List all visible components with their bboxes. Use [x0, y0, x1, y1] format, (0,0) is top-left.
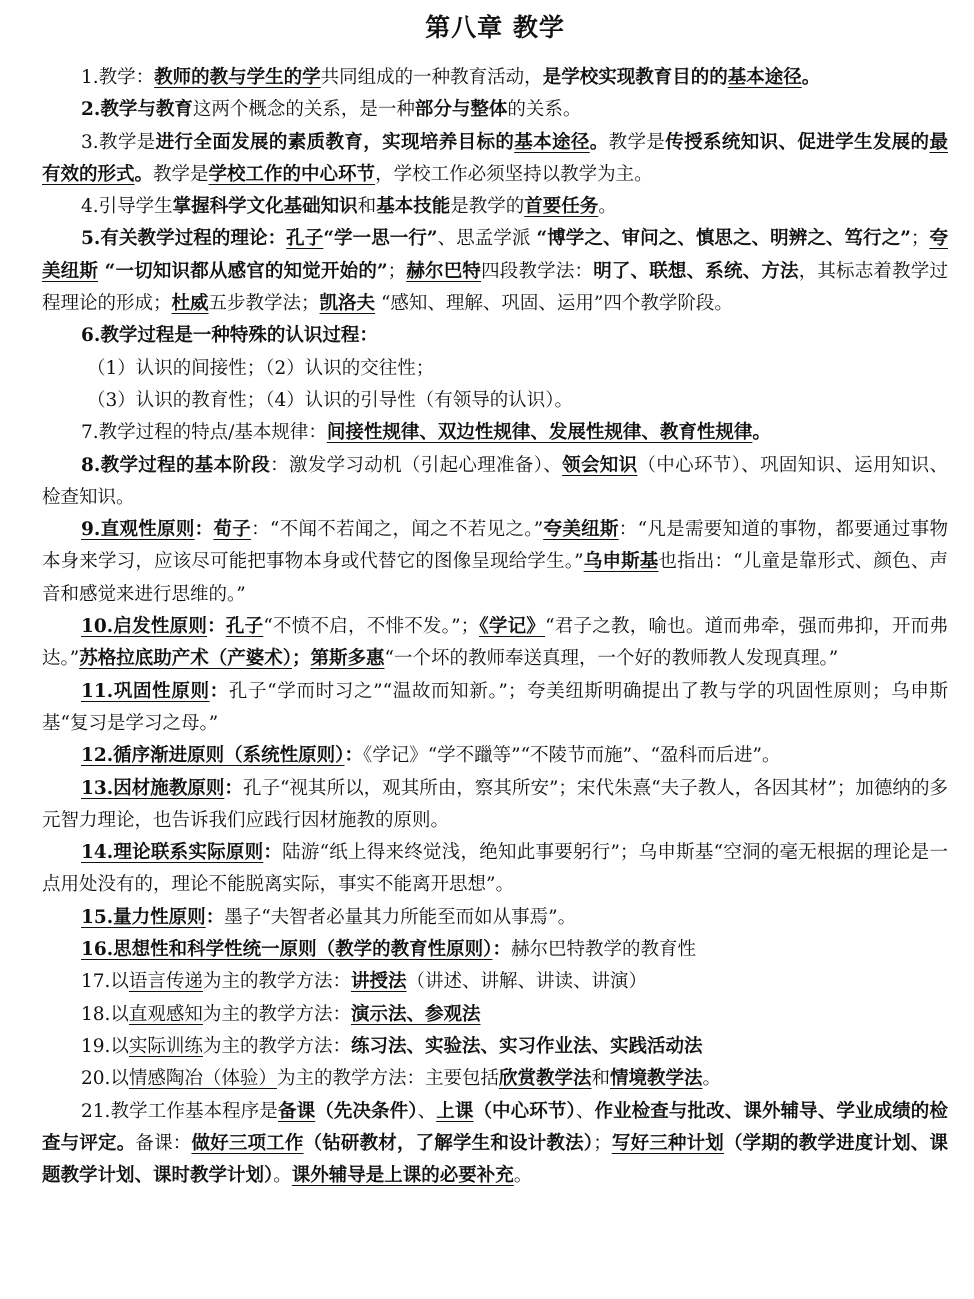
text-run: 。	[752, 422, 771, 444]
text-run: ，其标志着教学过程理论的形成；	[42, 260, 948, 315]
text-run: 。	[702, 1068, 722, 1090]
text-run: 孔子“视其所以，观其所由，察其所安”；宋代朱熹“夫子教人，各因其材”；加德纳的多元智力理论，也告诉我们应践行因材施教的原则。	[42, 777, 948, 831]
text-run: 欣赏教学法	[498, 1068, 592, 1090]
paragraph-15	[42, 773, 948, 838]
text-run: 4.引导学生	[81, 196, 173, 218]
document-body	[42, 62, 948, 1192]
text-run: 20.以	[81, 1068, 129, 1090]
paragraph-23	[42, 1096, 948, 1193]
text-run: 、思孟学派	[437, 228, 537, 250]
text-run: 课外辅导是上课的必要补充	[291, 1165, 514, 1187]
text-run: 21.教学工作基本程序是	[81, 1100, 278, 1122]
text-run: “感知、理解、巩固、运用”四个教学阶段。	[375, 293, 733, 315]
text-run: 。	[273, 1165, 292, 1187]
paragraph-10	[42, 450, 948, 515]
paragraph-11	[42, 514, 948, 611]
text-run: 直观感知	[128, 1003, 203, 1025]
text-run: ：	[344, 745, 363, 767]
text-run: 、	[575, 1100, 595, 1122]
text-run: “不愤不启，不悱不发。”；	[263, 616, 480, 638]
text-run: 为主的教学方法：主要包括	[276, 1068, 499, 1090]
text-run: （3）认识的教育性；（4）认识的引导性（有领导的认识）。	[87, 389, 574, 411]
text-run: 9.直观性原则	[81, 519, 195, 541]
text-run: 10.启发性原则	[81, 616, 208, 638]
text-run: 荀子	[213, 519, 252, 541]
text-run: （学期的教学进度计划、课题教学计划、课时教学计划）	[42, 1132, 948, 1187]
text-run: 5.有关教学过程的理论：	[81, 228, 287, 250]
text-run: 第斯多惠	[310, 648, 385, 670]
text-run: 练习法、实验法、实习作业法、实践活动法	[350, 1035, 703, 1057]
text-run: 掌握科学文化基础知识	[172, 196, 358, 218]
paragraph-1	[42, 62, 948, 94]
paragraph-12	[42, 611, 948, 676]
text-run: 四段教学法：	[481, 260, 594, 282]
text-run: ；	[910, 228, 930, 250]
paragraph-17	[42, 902, 948, 934]
text-run: 15.量力性原则	[81, 906, 206, 928]
text-run: “一个坏的教师奉送真理，一个好的教师教人发现真理。”	[384, 648, 839, 670]
text-run: （中心环节）、巩固知识、运用知识、检查知识。	[42, 454, 948, 508]
text-run: （中心环节）	[473, 1100, 576, 1122]
paragraph-6	[42, 320, 948, 352]
text-run: 赫尔巴特教学的教育性	[510, 939, 696, 961]
paragraph-9	[42, 417, 948, 449]
text-run: 也指出：“儿童是靠形式、颜色、声音和感觉来进行思维的。”	[42, 551, 948, 605]
chapter-title: 第八章 教学	[425, 13, 565, 42]
text-run: 实际训练	[128, 1035, 203, 1057]
text-run: 。	[589, 131, 609, 153]
text-run: 6.教学过程是一种特殊的认识过程：	[81, 325, 378, 347]
text-run: 是学校实现教育目的的	[542, 67, 728, 88]
text-run: ：	[194, 519, 214, 541]
text-run: （讲述、讲解、讲读、讲演）	[406, 971, 647, 993]
text-run: 夸美纽斯	[543, 519, 619, 541]
text-run: 8.教学过程的基本阶段	[81, 454, 271, 476]
text-run: 传授系统知识、促进学生发展的	[665, 131, 930, 153]
text-run: 《学记》“学不躐等”“不陵节而施”、“盈科而后进”。	[362, 745, 781, 767]
text-run: ：激发学习动机（引起心理准备）、	[270, 454, 563, 476]
text-run: 14.理论联系实际原则	[81, 842, 264, 864]
text-run: 共同组成的一种教育活动，	[320, 67, 543, 88]
paragraph-22	[42, 1063, 948, 1095]
text-run: “学一思一行”	[323, 228, 438, 250]
text-run: 杜威	[171, 293, 209, 315]
text-run: ：“不闻不若闻之，闻之不若见之。”	[251, 519, 544, 541]
text-run: 写好三种计划	[611, 1132, 724, 1154]
text-run: 做好三项工作	[191, 1132, 304, 1154]
text-run: ；	[387, 260, 407, 282]
text-run: 基本技能	[376, 196, 451, 218]
paragraph-18	[42, 934, 948, 966]
text-run: 16.思想性和科学性统一原则（教学的教育性原则）	[81, 939, 493, 961]
text-run: 教学是	[608, 131, 666, 153]
text-run: ：	[205, 906, 225, 928]
text-run: “一切知识都从感官的知觉开始的”	[98, 260, 388, 282]
paragraph-21	[42, 1031, 948, 1063]
text-run: 进行全面发展的素质教育，实现培养目标的	[155, 131, 515, 153]
paragraph-19	[42, 966, 948, 998]
text-run: 19.以	[81, 1035, 129, 1057]
text-run: 领会知识	[562, 454, 638, 476]
text-run: ：“凡是需要知道的事物，都要通过事物本身来学习，应该尽可能把事物本身或代替它的图像呈现给学生。”	[42, 519, 948, 573]
text-run: 情感陶冶（体验）	[128, 1068, 277, 1090]
paragraph-7	[42, 353, 948, 385]
text-run: 墨子“夫智者必量其力所能至而如从事焉”。	[224, 906, 577, 928]
text-run: 教师的教与学生的学	[154, 67, 321, 88]
paragraph-20	[42, 999, 948, 1031]
text-run: 和	[591, 1068, 610, 1090]
text-run: 1.教学：	[81, 67, 155, 88]
text-run: 的关系。	[507, 99, 582, 121]
text-run: 为主的教学方法：	[202, 1003, 351, 1025]
text-run: 作业检查与批改、课外辅导、学业成绩的检查与评定。	[42, 1100, 948, 1154]
text-run: “君子之教，喻也。道而弗牵，强而弗抑，开而弗达。”	[42, 616, 948, 670]
text-run: 18.以	[81, 1003, 129, 1025]
paragraph-13	[42, 676, 948, 741]
text-run: 苏格拉底助产术（产婆术）	[79, 648, 292, 670]
text-run: 间接性规律、双边性规律、发展性规律、教育性规律	[326, 422, 753, 444]
text-run: 夸美纽斯	[42, 228, 948, 282]
text-run: 、	[417, 1100, 437, 1122]
text-run: 情境教学法	[609, 1068, 703, 1090]
paragraph-5	[42, 223, 948, 320]
text-run: 7.教学过程的特点/基本规律：	[81, 422, 327, 444]
text-run: 五步教学法；	[208, 293, 320, 315]
text-run: ，学校工作必须坚持以教学为主。	[375, 163, 653, 185]
text-run: 和	[357, 196, 377, 218]
text-run: 孔子	[225, 616, 264, 638]
text-run: 备课	[278, 1100, 316, 1122]
text-run: 备课：	[135, 1132, 192, 1154]
text-run: 。	[513, 1165, 533, 1187]
text-run: 为主的教学方法：	[202, 1035, 351, 1057]
text-run: “博学之、审问之、慎思之、明辨之、笃行之”	[536, 228, 911, 250]
text-run: 部分与整体	[414, 99, 508, 121]
text-run: 上课	[436, 1100, 474, 1122]
text-run: 孔子“学而时习之”“温故而知新。”；夸美纽斯明确提出了教与学的巩固性原则；乌申斯基“复习是学习之母。”	[42, 680, 948, 734]
paragraph-8	[42, 385, 948, 417]
text-run: 讲授法	[350, 971, 407, 993]
paragraph-4	[42, 191, 948, 223]
text-run: 学校工作的中心环节	[208, 163, 376, 185]
text-run: 基本途径	[514, 131, 590, 153]
text-run: ：	[492, 939, 511, 961]
text-run: ：	[224, 777, 243, 799]
text-run: 。	[801, 67, 821, 88]
paragraph-14	[42, 740, 948, 772]
text-run: 17.以	[81, 971, 129, 993]
text-run: 为主的教学方法：	[202, 971, 351, 993]
text-run: 演示法、参观法	[350, 1003, 481, 1025]
text-run: 13.因材施教原则	[81, 777, 225, 799]
text-run: 凯洛夫	[319, 293, 376, 315]
text-run: ；	[593, 1132, 612, 1154]
text-run: 2.教学与教育	[81, 99, 193, 121]
text-run: ；	[291, 648, 311, 670]
text-run: （先决条件）	[315, 1100, 418, 1122]
paragraph-3	[42, 127, 948, 192]
text-run: 。	[598, 196, 617, 218]
text-run: 教学是	[153, 163, 209, 185]
text-run: 这两个概念的关系，是一种	[192, 99, 415, 121]
text-run: 语言传递	[128, 971, 203, 993]
text-run: 基本途径	[727, 67, 802, 88]
text-run: 12.循序渐进原则（系统性原则）	[81, 745, 345, 767]
text-run: 陆游“纸上得来终觉浅，绝知此事要躬行”；乌申斯基“空洞的毫无根据的理论是一点用处没有的，理论不能脱离实际，事实不能离开思想”。	[42, 842, 948, 896]
text-run: 赫尔巴特	[406, 260, 482, 282]
text-run: 11.巩固性原则	[81, 680, 210, 702]
text-run: 《学记》	[479, 616, 546, 638]
text-run: 最有效的形式	[42, 131, 948, 185]
text-run: （钻研教材，了解学生和设计教法）	[303, 1132, 594, 1154]
text-run: 是教学的	[450, 196, 525, 218]
text-run: 孔子	[286, 228, 324, 250]
text-run: ：	[207, 616, 226, 638]
paragraph-16	[42, 837, 948, 902]
text-run: 3.教学是	[81, 131, 156, 153]
text-run: ：	[263, 842, 283, 864]
text-run: 乌申斯基	[583, 551, 659, 573]
text-run: （1）认识的间接性；（2）认识的交往性；	[87, 357, 435, 379]
paragraph-2	[42, 94, 948, 126]
text-run: 。	[134, 163, 154, 185]
text-run: 首要任务	[524, 196, 599, 218]
text-run: ：	[209, 680, 229, 702]
text-run: 明了、联想、系统、方法	[593, 260, 799, 282]
